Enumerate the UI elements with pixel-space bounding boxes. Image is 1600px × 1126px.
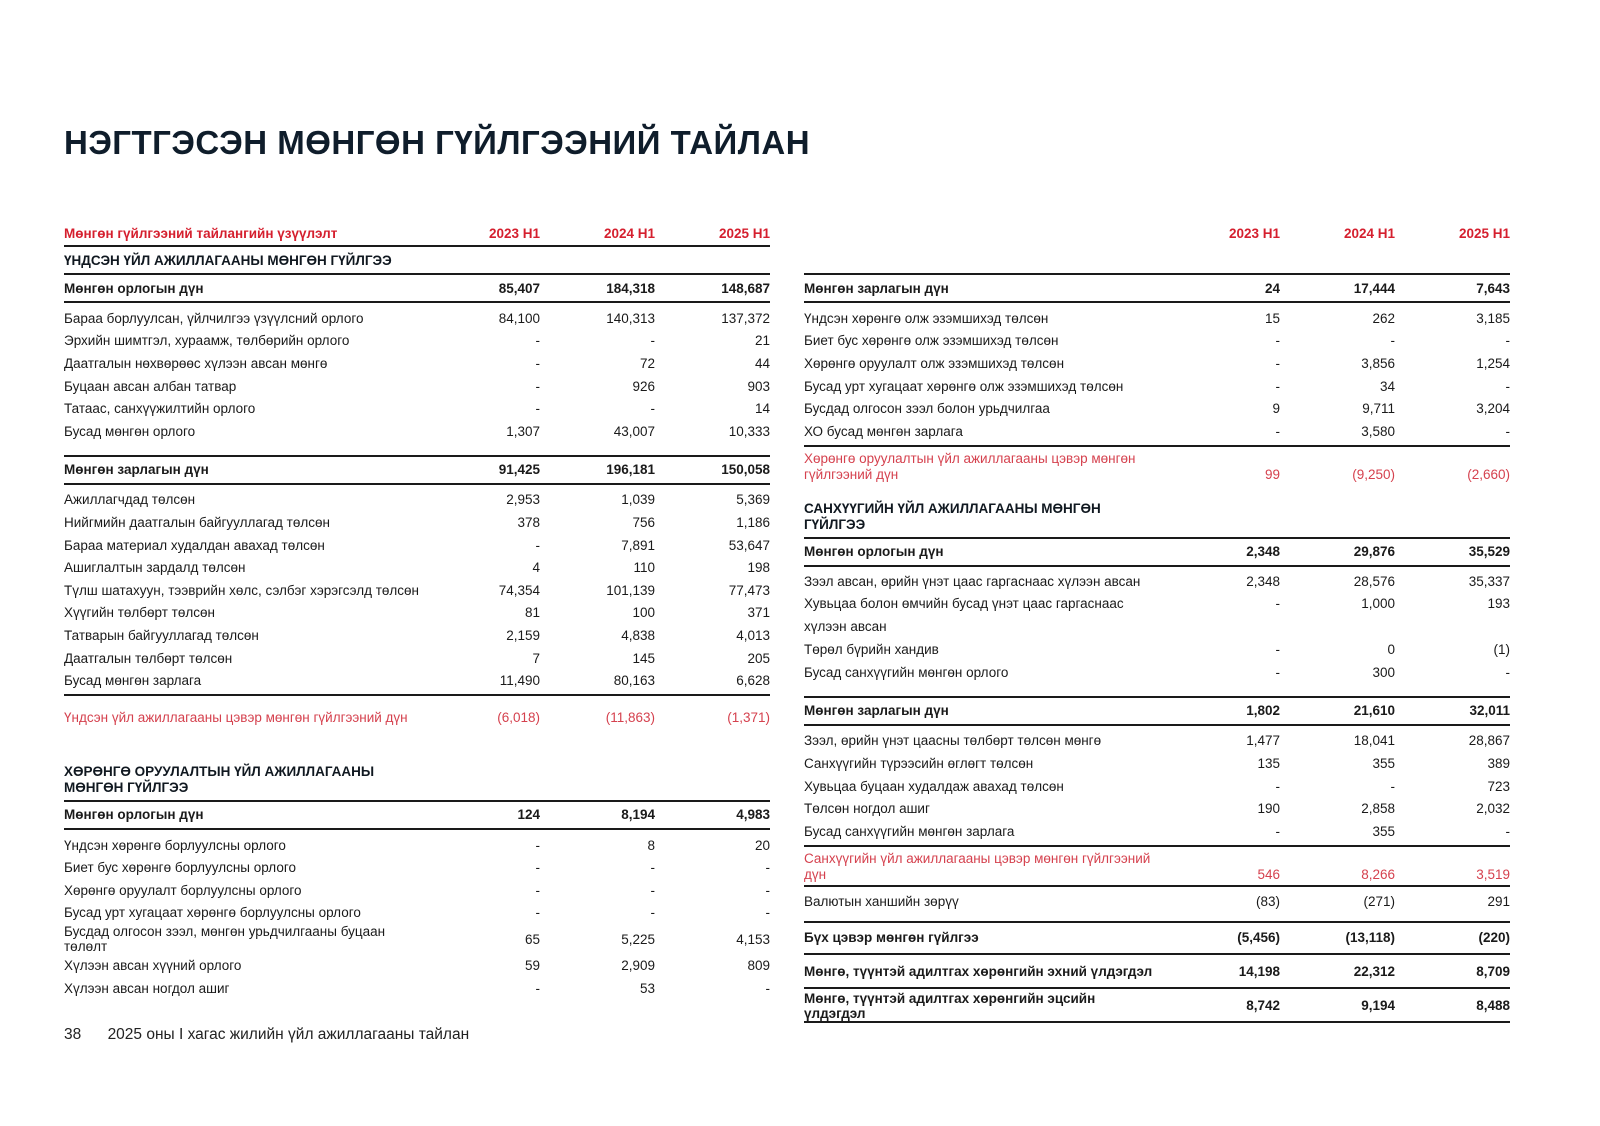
table-row xyxy=(804,420,1510,443)
value-2025: 5,369 xyxy=(736,492,770,508)
value-2023: 1,307 xyxy=(506,423,540,439)
value-2024: 72 xyxy=(639,355,655,371)
value-2025: 44 xyxy=(754,355,770,371)
operating-net-row xyxy=(64,694,770,728)
label-line: дүн xyxy=(804,866,827,882)
section-title-line: САНХҮҮГИЙН ҮЙЛ АЖИЛЛАГААНЫ МӨНГӨН xyxy=(804,500,1101,516)
value-2024: - xyxy=(1390,333,1395,349)
value-2024: 28,576 xyxy=(1353,574,1395,590)
row-label: Хүлээн авсан хүүний орлого xyxy=(64,958,242,974)
value-2023: - xyxy=(535,355,540,371)
value-2023: 85,407 xyxy=(498,280,540,296)
row-label: Биет бус хөрөнгө борлуулсны орлого xyxy=(64,860,296,876)
table-row xyxy=(804,661,1510,684)
section-title-financing xyxy=(804,495,1510,537)
value-2024: 1,039 xyxy=(621,492,655,508)
value-2023: 1,477 xyxy=(1246,733,1280,749)
value-2023: (6,018) xyxy=(497,709,540,725)
value-2023: - xyxy=(1275,355,1280,371)
value-2025: - xyxy=(1505,378,1510,394)
value-2025: 723 xyxy=(1487,778,1510,794)
row-label: Бусад урт хугацаат хөрөнгө олж эзэмшихэд төлсөн xyxy=(804,378,1124,394)
value-2024: 926 xyxy=(632,378,655,394)
value-2025: - xyxy=(765,905,770,921)
value-2025: 21 xyxy=(754,333,770,349)
value-2023: - xyxy=(535,333,540,349)
value-2025: 903 xyxy=(747,378,770,394)
value-2025: - xyxy=(1505,664,1510,680)
row-label xyxy=(804,851,1165,883)
value-2023: - xyxy=(1275,642,1280,658)
value-2023: 15 xyxy=(1264,310,1280,326)
financing-inflow-total xyxy=(804,537,1510,567)
value-2024: 18,041 xyxy=(1353,733,1395,749)
table-row xyxy=(804,730,1510,753)
row-label: Буцаан авсан албан татвар xyxy=(64,378,237,394)
value-2024: 140,313 xyxy=(606,310,655,326)
year-2025: 2025 H1 xyxy=(1458,225,1510,241)
value-2023: 2,159 xyxy=(506,627,540,643)
value-2023: 2,953 xyxy=(506,492,540,508)
value-2023: - xyxy=(535,882,540,898)
table-row xyxy=(64,352,770,375)
row-label: Бусад мөнгөн орлого xyxy=(64,423,196,439)
row-label: Валютын ханшийн зөрүү xyxy=(804,894,959,909)
value-2024: 8,266 xyxy=(1361,866,1395,882)
value-2023: 190 xyxy=(1257,801,1280,817)
value-2025: - xyxy=(765,882,770,898)
value-2025: (1,371) xyxy=(727,709,770,725)
value-2023: - xyxy=(1275,664,1280,680)
value-2024: 9,711 xyxy=(1362,401,1395,417)
row-label xyxy=(804,451,1165,483)
value-2024: - xyxy=(650,905,655,921)
investing-outflow-total xyxy=(804,273,1510,303)
value-2024: - xyxy=(650,401,655,417)
value-2024: 29,876 xyxy=(1353,544,1395,560)
row-label: Татаас, санхүүжилтийн орлого xyxy=(64,401,256,417)
value-2025: 291 xyxy=(1487,894,1510,909)
row-label: Ашиглалтын зардалд төлсөн xyxy=(64,560,246,576)
value-2025: 8,488 xyxy=(1476,998,1510,1013)
label-line: гүйлгээний дүн xyxy=(804,466,899,482)
value-2024: - xyxy=(650,882,655,898)
value-2023: 81 xyxy=(524,605,540,621)
row-label: Зээл авсан, өрийн үнэт цаас гаргаснаас хүлээн авсан xyxy=(804,574,1141,590)
value-2024: - xyxy=(650,860,655,876)
value-2023: - xyxy=(1275,333,1280,349)
value-2025: 389 xyxy=(1487,755,1510,771)
value-2024: 184,318 xyxy=(606,280,655,296)
value-2024: 8,194 xyxy=(621,807,655,823)
row-label: Эрхийн шимтгэл, хураамж, төлбөрийн орлого xyxy=(64,333,350,349)
investing-outflows xyxy=(804,307,1510,443)
page-number: 38 xyxy=(64,1026,82,1043)
value-2025: - xyxy=(1505,423,1510,439)
section-title-line: ХӨРӨНГӨ ОРУУЛАЛТЫН ҮЙЛ АЖИЛЛАГААНЫ xyxy=(64,763,375,779)
value-2024: 145 xyxy=(632,650,655,666)
header-gap xyxy=(804,245,1510,273)
value-2023: - xyxy=(535,980,540,996)
year-2024: 2024 H1 xyxy=(603,225,655,241)
row-label: Даатгалын төлбөрт төлсөн xyxy=(64,650,233,666)
value-2025: 14 xyxy=(754,401,770,417)
value-2023: 11,490 xyxy=(499,673,540,689)
value-2023: - xyxy=(1275,778,1280,794)
label-line: Санхүүгийн үйл ажиллагааны цэвэр мөнгөн гүйлгээний xyxy=(804,850,1151,866)
value-2025: - xyxy=(765,980,770,996)
value-2023: 2,348 xyxy=(1246,574,1280,590)
value-2025: 53,647 xyxy=(728,537,770,553)
value-2024: 1,000 xyxy=(1361,596,1395,612)
row-label: Бусдад олгосон зээл болон урьдчилгаа xyxy=(804,401,1050,417)
value-2024: 3,856 xyxy=(1361,355,1395,371)
table-row xyxy=(64,420,770,443)
year-2024: 2024 H1 xyxy=(1343,225,1395,241)
section-title-investing xyxy=(64,758,770,800)
table-row xyxy=(64,834,770,857)
row-label: Үндсэн хөрөнгө борлуулсны орлого xyxy=(64,837,286,853)
value-2025: 28,867 xyxy=(1468,733,1510,749)
table-row xyxy=(64,624,770,647)
row-label: Хувьцаа буцаан худалдаж авахад төлсөн xyxy=(804,778,1064,794)
table-row xyxy=(64,902,770,925)
value-2025: (220) xyxy=(1478,930,1510,945)
row-label: Мөнгө, түүнтэй адилтгах хөрөнгийн эцсийн үлдэгдэл xyxy=(804,990,1096,1021)
footer-text: 2025 оны I хагас жилийн үйл ажиллагааны тайлан xyxy=(107,1026,470,1043)
value-2025: - xyxy=(1505,333,1510,349)
row-label: Үндсэн үйл ажиллагааны цэвэр мөнгөн гүйлгээний дүн xyxy=(64,709,408,725)
value-2025: (1) xyxy=(1493,642,1510,658)
value-2023: 8,742 xyxy=(1246,998,1280,1013)
year-2025: 2025 H1 xyxy=(718,225,770,241)
value-2025: 148,687 xyxy=(721,280,770,296)
value-2023: 378 xyxy=(517,514,540,530)
value-2025: 4,013 xyxy=(736,627,770,643)
value-2024: 5,225 xyxy=(621,931,655,947)
value-2024: 2,909 xyxy=(621,958,655,974)
value-2023: 65 xyxy=(524,931,540,947)
row-label: Санхүүгийн түрээсийн өглөгт төлсөн xyxy=(804,755,1034,771)
value-2025: 7,643 xyxy=(1476,280,1510,296)
investing-inflows xyxy=(64,834,770,1000)
value-2023: 84,100 xyxy=(498,310,540,326)
value-2025: 3,519 xyxy=(1476,866,1510,882)
value-2023: (5,456) xyxy=(1237,930,1280,945)
value-2025: 150,058 xyxy=(721,462,770,478)
value-2025: 2,032 xyxy=(1476,801,1510,817)
opening-balance-row xyxy=(804,957,1510,989)
row-label: ХО бусад мөнгөн зарлага xyxy=(804,423,963,439)
value-2023: 9 xyxy=(1272,401,1280,417)
value-2023: 124 xyxy=(517,807,540,823)
value-2024: (11,863) xyxy=(605,709,655,725)
value-2024: 4,838 xyxy=(621,627,655,643)
table-row xyxy=(804,593,1510,638)
value-2025: (2,660) xyxy=(1467,466,1510,482)
row-label: Татварын байгууллагад төлсөн xyxy=(64,627,259,643)
left-column xyxy=(64,221,770,999)
table-row xyxy=(64,534,770,557)
value-2024: 196,181 xyxy=(606,462,655,478)
value-2025: 10,333 xyxy=(728,423,770,439)
value-2024: 3,580 xyxy=(1361,423,1395,439)
value-2024: 21,610 xyxy=(1353,703,1395,719)
value-2024: 22,312 xyxy=(1353,964,1395,979)
fx-difference-row xyxy=(804,885,1510,917)
row-label: Бүх цэвэр мөнгөн гүйлгээ xyxy=(804,930,979,945)
value-2025: - xyxy=(765,860,770,876)
value-2024: 80,163 xyxy=(613,673,655,689)
section-title-operating: ҮНДСЭН ҮЙЛ АЖИЛЛАГААНЫ МӨНГӨН ГҮЙЛГЭЭ xyxy=(64,253,392,268)
value-2023: - xyxy=(535,537,540,553)
value-2025: 6,628 xyxy=(736,673,770,689)
value-2025: 137,372 xyxy=(721,310,770,326)
table-row xyxy=(64,489,770,512)
row-label: Мөнгөн зарлагын дүн xyxy=(64,462,209,478)
page-title: НЭГТГЭСЭН МӨНГӨН ГҮЙЛГЭЭНИЙ ТАЙЛАН xyxy=(64,124,811,161)
table-row xyxy=(64,579,770,602)
value-2024: - xyxy=(1390,778,1395,794)
row-label: Мөнгөн зарлагын дүн xyxy=(804,280,949,296)
financing-outflow-total xyxy=(804,696,1510,726)
table-row xyxy=(64,330,770,353)
value-2024: - xyxy=(650,333,655,349)
table-header-left xyxy=(64,221,770,247)
row-label xyxy=(804,593,1165,638)
table-row xyxy=(64,556,770,579)
operating-inflow-total xyxy=(64,273,770,303)
value-2025: 809 xyxy=(747,958,770,974)
financing-net-row xyxy=(804,845,1510,885)
label-line: Хөрөнгө оруулалтын үйл ажиллагааны цэвэр мөнгөн xyxy=(804,450,1136,466)
table-row xyxy=(64,511,770,534)
row-label: Хөрөнгө оруулалт олж эзэмшихэд төлсөн xyxy=(804,355,1065,371)
row-label: Мөнгөн орлогын дүн xyxy=(804,544,944,560)
value-2023: (83) xyxy=(1255,894,1280,909)
value-2024: 53 xyxy=(639,980,655,996)
value-2023: 14,198 xyxy=(1238,964,1280,979)
value-2023: - xyxy=(1275,823,1280,839)
value-2025: 3,204 xyxy=(1476,401,1510,417)
table-row xyxy=(64,375,770,398)
row-label: Үндсэн хөрөнгө олж эзэмшихэд төлсөн xyxy=(804,310,1049,326)
value-2025: 193 xyxy=(1487,596,1510,612)
row-label: Биет бус хөрөнгө олж эзэмшихэд төлсөн xyxy=(804,333,1059,349)
value-2023: - xyxy=(1275,378,1280,394)
value-2025: 35,529 xyxy=(1468,544,1510,560)
value-2023: - xyxy=(535,837,540,853)
value-2023: 99 xyxy=(1264,466,1280,482)
value-2024: 0 xyxy=(1387,642,1395,658)
value-2023: 546 xyxy=(1257,866,1280,882)
table-header-right xyxy=(804,221,1510,245)
table-row xyxy=(804,330,1510,353)
operating-outflows xyxy=(64,489,770,692)
value-2023: 1,802 xyxy=(1246,703,1280,719)
row-label: Бусад урт хугацаат хөрөнгө борлуулсны орлого xyxy=(64,905,361,921)
value-2024: 355 xyxy=(1372,823,1395,839)
year-2023: 2023 H1 xyxy=(1228,225,1280,241)
row-label: Хөрөнгө оруулалт борлуулсны орлого xyxy=(64,882,302,898)
row-label: Ажиллагчдад төлсөн xyxy=(64,492,196,508)
value-2025: 198 xyxy=(747,560,770,576)
value-2023: - xyxy=(1275,596,1280,612)
row-label: Нийгмийн даатгалын байгууллагад төлсөн xyxy=(64,514,330,530)
value-2023: - xyxy=(1275,423,1280,439)
table-row xyxy=(804,638,1510,661)
table-row xyxy=(64,602,770,625)
value-2023: 2,348 xyxy=(1246,544,1280,560)
value-2023: 59 xyxy=(524,958,540,974)
value-2024: 2,858 xyxy=(1361,801,1395,817)
table-row xyxy=(64,669,770,692)
value-2025: 4,983 xyxy=(736,807,770,823)
value-2025: 20 xyxy=(754,837,770,853)
value-2025: 77,473 xyxy=(728,582,770,598)
value-2024: 17,444 xyxy=(1353,280,1395,296)
row-label: Мөнгө, түүнтэй адилтгах хөрөнгийн эхний үлдэгдэл xyxy=(804,964,1153,979)
row-label: Мөнгөн орлогын дүн xyxy=(64,280,204,296)
table-row xyxy=(64,647,770,670)
closing-balance-row xyxy=(804,991,1510,1023)
value-2024: 8 xyxy=(647,837,655,853)
investing-net-row xyxy=(804,445,1510,485)
value-2024: (9,250) xyxy=(1352,466,1395,482)
row-label: Даатгалын нөхвөрөөс хүлээн авсан мөнгө xyxy=(64,355,328,371)
value-2024: 355 xyxy=(1372,755,1395,771)
right-column xyxy=(804,221,1510,1023)
value-2024: 110 xyxy=(633,560,655,576)
label-line: хүлээн авсан xyxy=(804,618,887,634)
row-label: Мөнгөн зарлагын дүн xyxy=(804,703,949,719)
row-label: Төлсөн ногдол ашиг xyxy=(804,801,930,817)
value-2024: 7,891 xyxy=(621,537,655,553)
row-label: Бусад санхүүгийн мөнгөн зарлага xyxy=(804,823,1015,839)
table-row xyxy=(64,397,770,420)
section-title-line: ГҮЙЛГЭЭ xyxy=(804,516,866,532)
table-row xyxy=(804,797,1510,820)
header-label: Мөнгөн гүйлгээний тайлангийн үзүүлэлт xyxy=(64,225,338,241)
table-row xyxy=(64,307,770,330)
row-label: Бараа материал худалдан авахад төлсөн xyxy=(64,537,325,553)
section-title-line: МӨНГӨН ГҮЙЛГЭЭ xyxy=(64,779,189,795)
value-2023: - xyxy=(535,905,540,921)
operating-inflows xyxy=(64,307,770,443)
value-2024: 262 xyxy=(1372,310,1395,326)
total-net-cash-row xyxy=(804,921,1510,955)
row-label: Хүлээн авсан ногдол ашиг xyxy=(64,980,230,996)
value-2025: 3,185 xyxy=(1476,310,1510,326)
value-2024: 756 xyxy=(632,514,655,530)
table-row xyxy=(804,571,1510,594)
value-2024: (13,118) xyxy=(1345,930,1395,945)
operating-outflow-total xyxy=(64,455,770,485)
value-2025: 371 xyxy=(747,605,770,621)
table-row xyxy=(804,375,1510,398)
value-2025: 205 xyxy=(747,650,770,666)
value-2024: 9,194 xyxy=(1361,998,1395,1013)
table-row xyxy=(64,879,770,902)
value-2025: - xyxy=(1505,823,1510,839)
value-2023: - xyxy=(535,860,540,876)
table-row xyxy=(804,820,1510,843)
table-row xyxy=(64,977,770,1000)
value-2025: 1,254 xyxy=(1476,355,1510,371)
value-2023: 91,425 xyxy=(498,462,540,478)
label-line: Хувьцаа болон өмчийн бусад үнэт цаас гаргаснаас xyxy=(804,596,1124,612)
value-2024: 300 xyxy=(1372,664,1395,680)
table-row xyxy=(804,307,1510,330)
value-2025: 35,337 xyxy=(1468,574,1510,590)
table-row xyxy=(64,857,770,880)
page-footer xyxy=(64,1026,469,1044)
table-row xyxy=(804,397,1510,420)
table-row xyxy=(804,775,1510,798)
table-row xyxy=(804,352,1510,375)
value-2023: - xyxy=(535,401,540,417)
value-2023: 74,354 xyxy=(498,582,540,598)
row-label: Бусад мөнгөн зарлага xyxy=(64,673,202,689)
value-2023: - xyxy=(535,378,540,394)
table-row xyxy=(804,752,1510,775)
row-label: Хүүгийн төлбөрт төлсөн xyxy=(64,605,215,621)
value-2023: 7 xyxy=(532,650,540,666)
value-2024: 100 xyxy=(632,605,655,621)
year-2023: 2023 H1 xyxy=(488,225,540,241)
row-label: Зээл, өрийн үнэт цаасны төлбөрт төлсөн мөнгө xyxy=(804,733,1102,749)
investing-inflow-total xyxy=(64,800,770,830)
table-row xyxy=(64,954,770,977)
value-2024: 43,007 xyxy=(613,423,655,439)
value-2024: (271) xyxy=(1363,894,1395,909)
value-2024: 101,139 xyxy=(606,582,655,598)
row-label: Бараа борлуулсан, үйлчилгээ үзүүлсний орлого xyxy=(64,310,364,326)
value-2025: 4,153 xyxy=(736,931,770,947)
value-2023: 4 xyxy=(532,560,540,576)
row-label: Бусдад олгосон зээл, мөнгөн урьдчилгааны буцаан төлөлт xyxy=(64,924,386,955)
value-2023: 24 xyxy=(1264,280,1280,296)
value-2024: 34 xyxy=(1379,378,1395,394)
table-row xyxy=(64,924,770,954)
financing-outflows xyxy=(804,730,1510,843)
value-2023: 135 xyxy=(1257,755,1280,771)
row-label: Түлш шатахуун, тээврийн хөлс, сэлбэг хэрэгсэлд төлсөн xyxy=(64,582,420,598)
row-label: Төрөл бүрийн хандив xyxy=(804,642,939,658)
value-2025: 32,011 xyxy=(1469,703,1510,719)
value-2025: 1,186 xyxy=(736,514,770,530)
row-label: Мөнгөн орлогын дүн xyxy=(64,807,204,823)
row-label: Бусад санхүүгийн мөнгөн орлого xyxy=(804,664,1009,680)
value-2025: 8,709 xyxy=(1476,964,1510,979)
